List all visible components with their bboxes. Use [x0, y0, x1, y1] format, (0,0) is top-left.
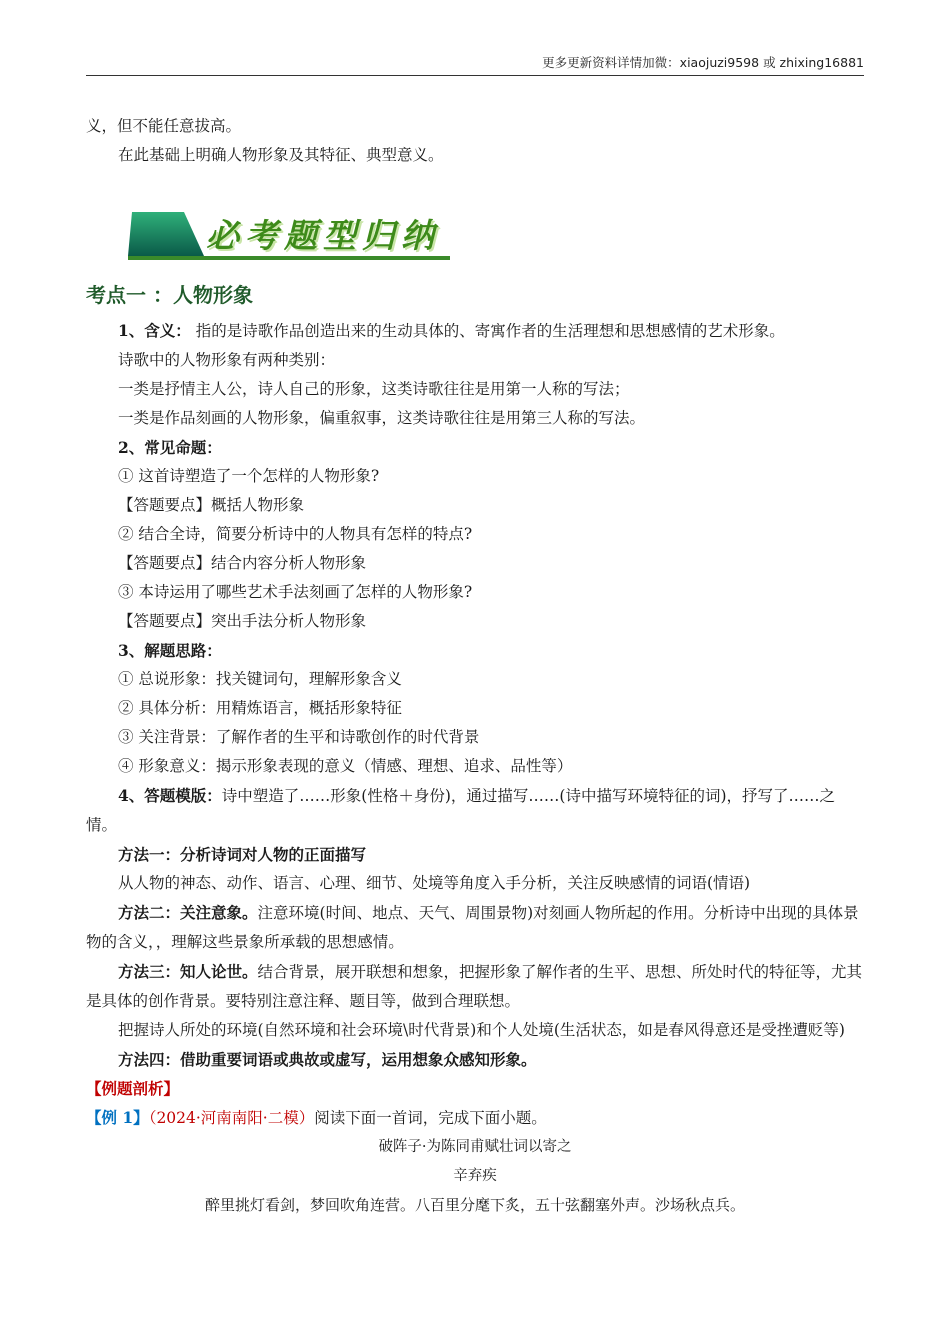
- question-item: ③ 本诗运用了哪些艺术手法刻画了怎样的人物形象?: [118, 583, 473, 601]
- definition: [86, 316, 864, 346]
- method-2-text: 注意环境(时间、地点、天气、周围景物)对刻画人物所起的作用。分析诗中出现的具体景物的含义，，理解这些景象所承载的思想感情。: [86, 904, 859, 951]
- template-label: 4、答题模版：: [118, 786, 222, 805]
- approach-item: ② 具体分析：用精炼语言，概括形象特征: [118, 699, 402, 717]
- definition-text: 指的是诗歌作品创造出来的生动具体的、寄寓作者的生活理想和思想感情的艺术形象。: [195, 322, 785, 340]
- method-2: [86, 898, 864, 957]
- answer-point: 【答题要点】概括人物形象: [118, 496, 305, 514]
- method-3: [86, 957, 864, 1016]
- method-1-text: 从人物的神态、动作、语言、心理、细节、处境等角度入手分析，关注反映感情的词语(情语): [118, 874, 751, 892]
- poem-title: 破阵子·为陈同甫赋壮词以寄之: [378, 1139, 572, 1155]
- approach-label: 3、解题思路：: [118, 641, 222, 660]
- method-1-label: 方法一：分析诗词对人物的正面描写: [118, 845, 367, 864]
- example-intro: [86, 1103, 864, 1133]
- poem-author: 辛弃疾: [453, 1168, 497, 1184]
- poem-line: 醉里挑灯看剑，梦回吹角连营。八百里分麾下炙，五十弦翻塞外声。沙场秋点兵。: [204, 1196, 745, 1214]
- example-heading: 【例题剖析】: [86, 1079, 180, 1098]
- method-2-label: 方法二：关注意象。: [118, 903, 258, 922]
- example-prompt: 阅读下面一首词，完成下面小题。: [314, 1109, 547, 1127]
- questions-label: 2、常见命题：: [118, 438, 222, 457]
- approach-item: ④ 形象意义：揭示形象表现的意义（情感、理想、追求、品性等）: [118, 757, 573, 775]
- method-3-extra: 把握诗人所处的环境(自然环境和社会环境\时代背景)和个人处境(生活状态，如是春风得意还是受挫遭贬等): [118, 1021, 845, 1039]
- header-contact: 更多更新资料详情加微：xiaojuzi9598 或 zhixing16881: [542, 55, 864, 70]
- method-3-text: 结合背景，展开联想和想象，把握形象了解作者的生平、思想、所处时代的特征等，尤其是具体的创作背景。要特别注意注释、题目等，做到合理联想。: [86, 963, 863, 1010]
- question-item: ① 这首诗塑造了一个怎样的人物形象?: [118, 467, 380, 485]
- approach-item: ③ 关注背景：了解作者的生平和诗歌创作的时代背景: [118, 728, 480, 746]
- answer-template: [86, 781, 864, 840]
- method-4-label: 方法四：借助重要词语或典故或虚写，运用想象众感知形象。: [118, 1050, 537, 1069]
- template-text: 诗中塑造了……形象(性格＋身份)，通过描写……(诗中描写环境特征的词)，抒写了……之情。: [86, 787, 835, 834]
- definition-label: 1、含义：: [118, 321, 191, 340]
- page-header: [86, 55, 864, 76]
- type-1: 一类是抒情主人公，诗人自己的形象，这类诗歌往往是用第一人称的写法；: [118, 380, 630, 398]
- intro-line-2: 在此基础上明确人物形象及其特征、典型意义。: [118, 146, 444, 164]
- type-2: 一类是作品刻画的人物形象，偏重叙事，这类诗歌往往是用第三人称的写法。: [118, 409, 646, 427]
- answer-point: 【答题要点】突出手法分析人物形象: [118, 612, 367, 630]
- question-item: ② 结合全诗，简要分析诗中的人物具有怎样的特点?: [118, 525, 473, 543]
- intro-line-1: 义，但不能任意拔高。: [86, 117, 242, 135]
- example-source: （2024·河南南阳·二模）: [148, 1109, 315, 1127]
- document-body: [86, 112, 864, 1220]
- section-banner: [126, 208, 491, 264]
- answer-point: 【答题要点】结合内容分析人物形象: [118, 554, 367, 572]
- approach-item: ① 总说形象：找关键词句，理解形象含义: [118, 670, 402, 688]
- method-3-label: 方法三：知人论世。: [118, 962, 258, 981]
- section-title: 考点一 ：人物形象: [86, 283, 253, 307]
- banner-title: 必考题型归纳: [206, 216, 440, 255]
- types-intro: 诗歌中的人物形象有两种类别：: [118, 351, 336, 369]
- example-label: 【例 1】: [86, 1108, 149, 1127]
